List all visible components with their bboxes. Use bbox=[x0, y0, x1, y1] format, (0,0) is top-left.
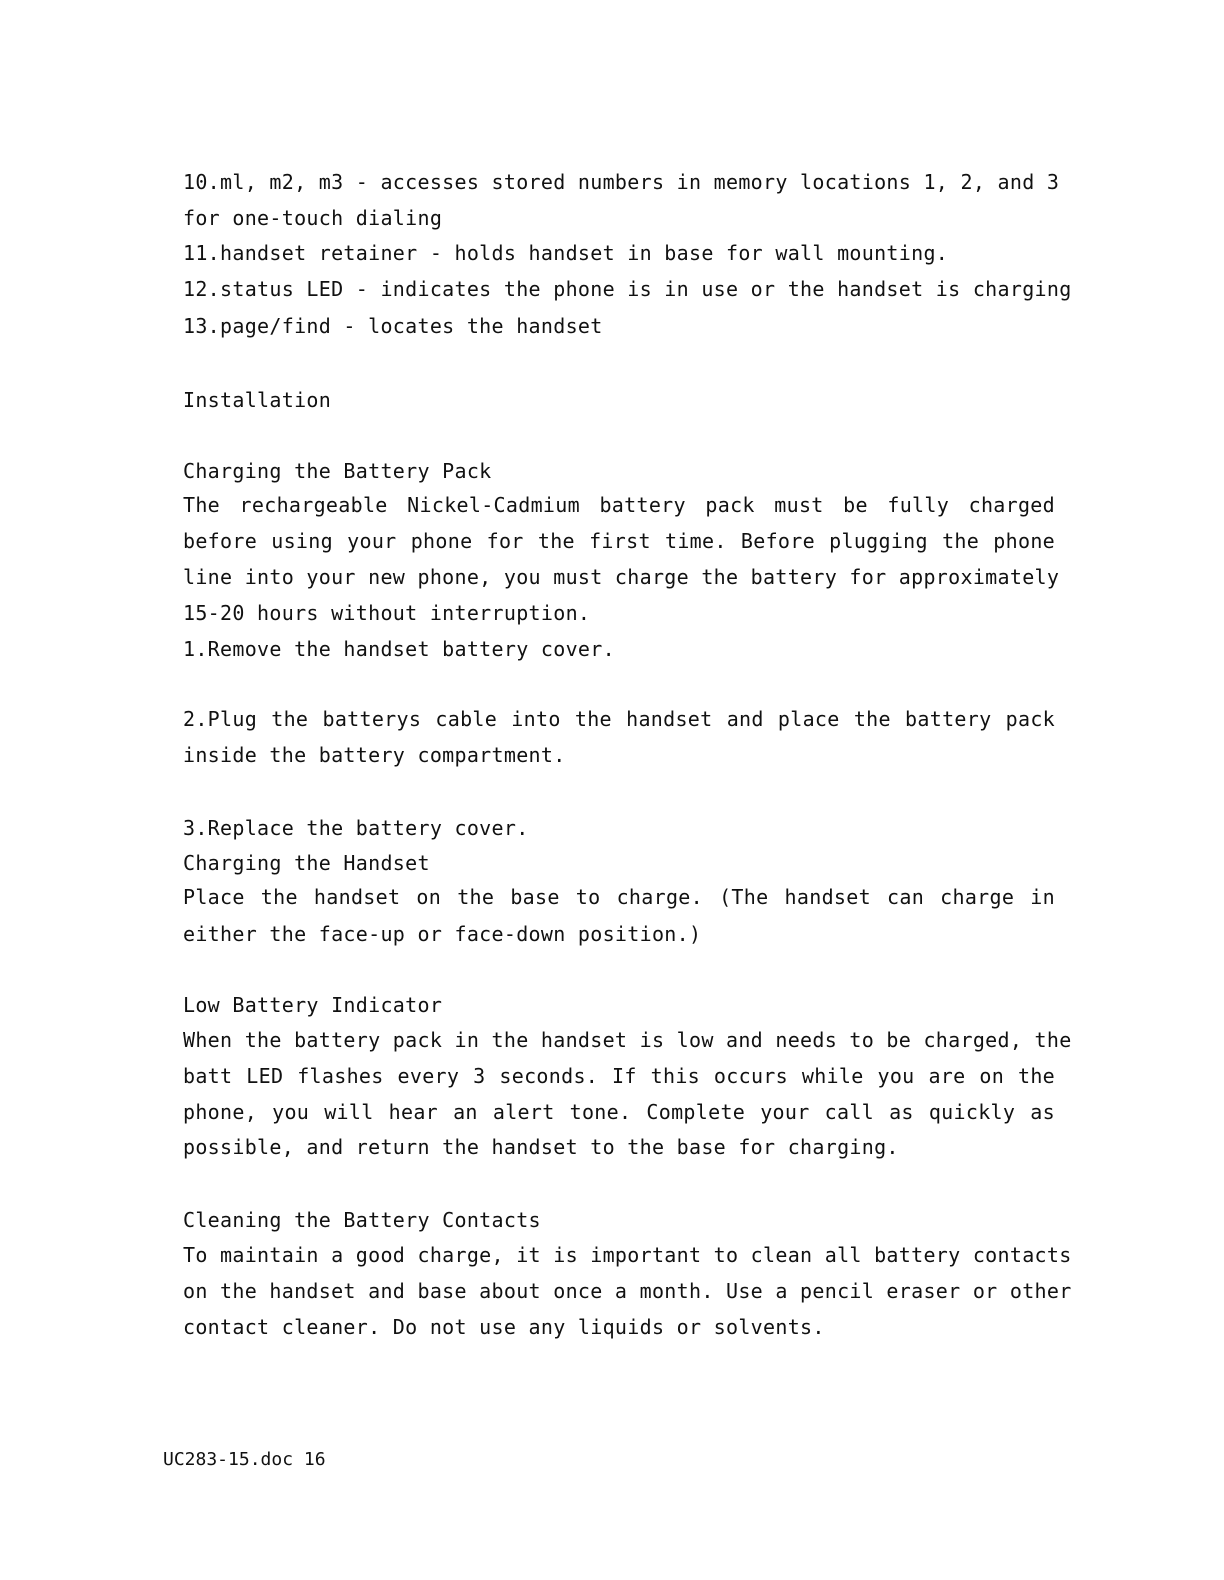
charging-battery-pack-para-line-3: line into your new phone, you must charge the battery for approximately bbox=[183, 565, 1060, 589]
charging-battery-pack-para-line-4: 15-20 hours without interruption. bbox=[183, 601, 591, 625]
step-2-line-1: 2.Plug the batterys cable into the handset and place the battery pack bbox=[183, 707, 1055, 731]
list-item-12: 12.status LED - indicates the phone is in use or the handset is charging bbox=[183, 277, 1072, 301]
step-3: 3.Replace the battery cover. bbox=[183, 816, 529, 840]
low-battery-para-line-4: possible, and return the handset to the base for charging. bbox=[183, 1135, 899, 1159]
charging-battery-pack-heading: Charging the Battery Pack bbox=[183, 459, 492, 483]
page-footer: UC283-15.doc 16 bbox=[163, 1449, 326, 1470]
list-item-10-line-1: 10.ml, m2, m3 - accesses stored numbers in memory locations 1, 2, and 3 bbox=[183, 170, 1060, 194]
charging-handset-para-line-2: either the face-up or face-down position.) bbox=[183, 922, 702, 946]
cleaning-contacts-heading: Cleaning the Battery Contacts bbox=[183, 1208, 541, 1232]
step-1: 1.Remove the handset battery cover. bbox=[183, 637, 615, 661]
charging-battery-pack-para-line-2: before using your phone for the first time. Before plugging the phone bbox=[183, 529, 1055, 553]
cleaning-contacts-para-line-3: contact cleaner. Do not use any liquids or solvents. bbox=[183, 1315, 825, 1339]
installation-heading: Installation bbox=[183, 388, 332, 412]
cleaning-contacts-para-line-2: on the handset and base about once a month. Use a pencil eraser or other bbox=[183, 1279, 1072, 1303]
charging-handset-para-line-1: Place the handset on the base to charge. (The handset can charge in bbox=[183, 885, 1055, 909]
charging-handset-heading: Charging the Handset bbox=[183, 851, 430, 875]
low-battery-heading: Low Battery Indicator bbox=[183, 993, 443, 1017]
list-item-11: 11.handset retainer - holds handset in base for wall mounting. bbox=[183, 241, 949, 265]
step-2-line-2: inside the battery compartment. bbox=[183, 743, 566, 767]
list-item-13: 13.page/find - locates the handset bbox=[183, 314, 603, 338]
charging-battery-pack-para-line-1: The rechargeable Nickel-Cadmium battery pack must be fully charged bbox=[183, 493, 1055, 517]
low-battery-para-line-2: batt LED flashes every 3 seconds. If this occurs while you are on the bbox=[183, 1064, 1055, 1088]
cleaning-contacts-para-line-1: To maintain a good charge, it is important to clean all battery contacts bbox=[183, 1243, 1072, 1267]
low-battery-para-line-3: phone, you will hear an alert tone. Complete your call as quickly as bbox=[183, 1100, 1055, 1124]
low-battery-para-line-1: When the battery pack in the handset is low and needs to be charged, the bbox=[183, 1028, 1072, 1052]
list-item-10-line-2: for one-touch dialing bbox=[183, 206, 443, 230]
